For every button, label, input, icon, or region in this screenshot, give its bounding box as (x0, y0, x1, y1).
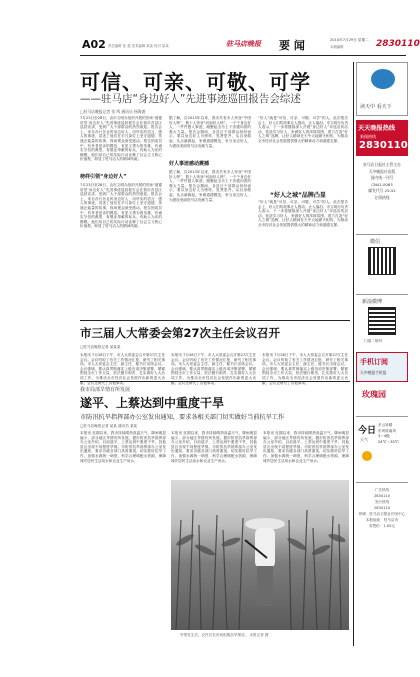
promo-title: 天天晚报热线 (358, 125, 396, 132)
weather-sub: 天气 (360, 437, 368, 442)
weather-block (356, 416, 408, 470)
brand-number: 2830110 (376, 39, 420, 49)
wechat-block (356, 234, 408, 290)
weibo-label: 新浪微博 (362, 299, 383, 305)
phone-label: 订阅热线 (374, 194, 390, 200)
footer-line: 本报地址：驻马店市 (365, 518, 399, 522)
npc-article (80, 323, 350, 385)
footer-line: 零售价：1.00元 (369, 524, 395, 528)
npc-headline: 市三届人大常委会第27次主任会议召开 (80, 326, 281, 340)
header-rule (80, 55, 406, 56)
lead-subhead-1: 榜样引领“身边好人” (80, 174, 127, 180)
drought-article (80, 384, 350, 646)
lead-body-right-2: “好人”就是“可信、可亲、可敬、可学”的人。此次报告会上，好人们的故事让人感动，让人落泪。市文明办负责人表示，下一步将继续深入开展“身边好人”评选宣传活动，营造学习好人、争做好人的浓厚氛围，着力打造“好人之城”品牌，让好人精神在天中大地薪火相传，为推动全市经济社会发展提供强大的精神动力和道德支撑。 (258, 200, 348, 227)
lead-subhead-3: “好人之城”品牌凸显 (270, 192, 326, 199)
npc-body-1: 本报讯 7月28日下午，市人大常委会召开第27次主任会议。会议听取了有关工作情况汇报，研究了相关事项。市人大常委会主任、副主任、秘书长出席会议。会议强调，要认真贯彻落实上级各项决策部署，紧紧围绕全市工作大局，依法履行职责，扎实做好人大各项工作，为推动全市经济社会发展作出新的更大贡献。会议还研究了其他事项。 (80, 353, 165, 385)
lead-body-left-2: 7月23日至28日，由市文明办组织开展的首场“道德讲堂·身边好人”先进事迹巡回报告会在我市各县区巡回宣讲，受到广大干部群众的热烈欢迎。报告会上，来自各行各业的身边好人，用朴实的语言、感人的事迹，讲述了他们在平凡岗位上坚守道德、传递正能量的故事，现场观众深受感动。报告团成员中，有孝老爱亲的模范，有见义勇为的英雄，有诚实守信的典型，有敬业奉献的标兵，有助人为乐的楷模。他们用自己的实际行动诠释了社会主义核心价值观，彰显了驻马店人的精神风貌。 (80, 183, 162, 229)
page-header (80, 36, 420, 56)
sidebar-slogan-box (356, 62, 408, 116)
footer-line: 广告热线 (374, 488, 390, 492)
npc-rule (80, 381, 350, 382)
publisher-line: 邮发代号 25-52 (368, 188, 396, 193)
lead-article (80, 66, 350, 318)
publisher-line: 国内统一刊号 (370, 175, 394, 180)
weibo-qr-icon (368, 307, 396, 335)
column-divider (353, 62, 354, 646)
drought-body-1: 本报讯 近期以来，我市持续晴热高温天气，降雨明显偏少，部分地区旱情有所发展。据市防汛抗旱指挥部办公室介绍，目前遂平、上蔡达到中重度干旱，其他县区出现不同程度旱情。市防汛抗旱指挥部办公室发出通知，要求各级各部门高度重视，切实做好抗旱工作，加强水源统一调度，科学合理调配水资源，保障城乡居民生活用水和农业生产用水。 (80, 431, 166, 463)
publisher-line: 天中晚报社出版 (368, 168, 396, 174)
sidebar-logo-icon (371, 69, 395, 89)
lead-byline: □驻马店晚报记者 张 鸣 通讯员 杨海波 (80, 109, 146, 114)
publisher-info (356, 162, 408, 226)
footer-line: 2830110 (373, 506, 390, 510)
date-line: 2014年7月29日 星期二 (330, 38, 369, 42)
weather-line: 多云转晴 (378, 423, 393, 427)
mobile-sub: 天中晚报手机报 (360, 370, 387, 375)
lead-body-mid: 据了解，自2013年以来，我市共有多人荣登“中国好人榜”，数十人荣登“河南好人榜”。一个个身边好人，一件件感人事迹，凝聚起全市上下崇德向善的强大力量。报告会期间，各县区干部群众纷纷表示，要以身边好人为榜样，见贤思齐，从自身做起，从点滴做起，争做道德模范，争当身边好人，为建设美丽驻马店贡献力量。 (169, 116, 251, 148)
weather-line: 3～4级 (378, 434, 390, 438)
qr-caption: 扫描二维码 (364, 339, 382, 343)
lead-subheadline: ——驻马店“身边好人”先进事迹巡回报告会综述 (80, 93, 301, 105)
drought-headline: 遂平、上蔡达到中重度干旱 (80, 396, 225, 410)
footer-line: 印刷：驻马店日报社印务中心 (358, 512, 406, 516)
ad-block (356, 386, 408, 412)
section-title: 要 闻 (279, 39, 305, 52)
sidebar-footer (356, 482, 408, 632)
drought-kicker: 我市局部旱情有所发展 (80, 387, 131, 393)
wechat-qr-icon (368, 247, 396, 275)
weather-line: 东风转南风 (378, 428, 396, 433)
lead-subhead-2: 好人事迹感动震撼 (169, 161, 210, 167)
drought-subheadline: 市防汛抗旱指挥部办公室发出通知，要求各相关部门切实做好当前抗旱工作 (80, 414, 285, 421)
drought-byline: □驻马店晚报记者 某某 通讯员 某某 (80, 424, 138, 428)
masthead-logo: 驻马店晚报 (226, 39, 261, 48)
lead-body-left: 7月23日至28日，由市文明办组织开展的首场“道德讲堂·身边好人”先进事迹巡回报告会在我市各县区巡回宣讲，受到广大干部群众的热烈欢迎。报告会上，来自各行各业的身边好人，用朴实的语言、感人的事迹，讲述了他们在平凡岗位上坚守道德、传递正能量的故事，现场观众深受感动。报告团成员中，有孝老爱亲的模范，有见义勇为的英雄，有诚实守信的典型，有敬业奉献的标兵，有助人为乐的楷模。他们用自己的实际行动诠释了社会主义核心价值观，彰显了驻马店人的精神风貌。 (80, 116, 162, 162)
mobile-promo (356, 352, 408, 382)
hotline-number: 2830110 (359, 140, 408, 151)
weather-line: 24℃～35℃ (378, 439, 399, 444)
drought-body-3: 本报讯 近期以来，我市持续晴热高温天气，降雨明显偏少，部分地区旱情有所发展。据市防汛抗旱指挥部办公室介绍，目前遂平、上蔡达到中重度干旱，其他县区出现不同程度旱情。市防汛抗旱指挥部办公室发出通知，要求各级各部门高度重视，切实做好抗旱工作，加强水源统一调度，科学合理调配水资源，保障城乡居民生活用水和农业生产用水。 (263, 431, 349, 463)
sun-icon (362, 451, 372, 461)
publisher-line: 驻马店日报社主管主办 (363, 162, 401, 167)
mobile-title: 手机订阅 (360, 358, 388, 366)
drought-photo (171, 480, 349, 630)
weather-list (378, 423, 399, 445)
footer-line: 2830110 (373, 494, 390, 498)
drought-body-2: 本报讯 近期以来，我市持续晴热高温天气，降雨明显偏少，部分地区旱情有所发展。据市防汛抗旱指挥部办公室介绍，目前遂平、上蔡达到中重度干旱，其他县区出现不同程度旱情。市防汛抗旱指挥部办公室发出通知，要求各级各部门高度重视，切实做好抗旱工作，加强水源统一调度，科学合理调配水资源，保障城乡居民生活用水和农业生产用水。 (171, 431, 257, 463)
publisher-line: CN41-0063 (371, 181, 393, 187)
lead-rule (80, 320, 350, 321)
sidebar-slogan: 读天中 看天下 (360, 104, 392, 110)
hotline-label: 新闻热线 (360, 134, 376, 139)
drought-photo-art (171, 480, 349, 630)
weibo-block (356, 294, 408, 348)
page-code: A02 (82, 38, 106, 51)
sidebar (356, 62, 408, 652)
wechat-label: 微信 (370, 239, 381, 245)
drought-photo-caption: 旱情发生后，农民们在田间积极抗旱保苗。 本报记者 摄 (180, 633, 269, 637)
lead-body-right: “好人”就是“可信、可亲、可敬、可学”的人。此次报告会上，好人们的故事让人感动，让人落泪。市文明办负责人表示，下一步将继续深入开展“身边好人”评选宣传活动，营造学习好人、争做好人的浓厚氛围，着力打造“好人之城”品牌，让好人精神在天中大地薪火相传，为推动全市经济社会发展提供强大的精神动力和道德支撑。 (258, 116, 348, 143)
editor-line: 责任编辑 张 超 美术编辑 某某 校对 某某 (108, 44, 169, 48)
ad-title: 玫瑰园 (362, 390, 386, 399)
sidebar-promo (356, 120, 408, 156)
footer-line: 发行热线 (374, 500, 390, 504)
issue-line: 本期编辑 (330, 45, 344, 49)
npc-byline: □驻马店晚报记者 某某某 (80, 345, 121, 349)
weather-title: 今日 (358, 426, 377, 436)
npc-body-3: 本报讯 7月28日下午，市人大常委会召开第27次主任会议。会议听取了有关工作情况汇报，研究了相关事项。市人大常委会主任、副主任、秘书长出席会议。会议强调，要认真贯彻落实上级各项决策部署，紧紧围绕全市工作大局，依法履行职责，扎实做好人大各项工作，为推动全市经济社会发展作出新的更大贡献。会议还研究了其他事项。 (262, 353, 348, 385)
lead-body-mid-2: 据了解，自2013年以来，我市共有多人荣登“中国好人榜”，数十人荣登“河南好人榜”。一个个身边好人，一件件感人事迹，凝聚起全市上下崇德向善的强大力量。报告会期间，各县区干部群众纷纷表示，要以身边好人为榜样，见贤思齐，从自身做起，从点滴做起，争做道德模范，争当身边好人，为建设美丽驻马店贡献力量。 (169, 170, 251, 202)
npc-body-2: 本报讯 7月28日下午，市人大常委会召开第27次主任会议。会议听取了有关工作情况汇报，研究了相关事项。市人大常委会主任、副主任、秘书长出席会议。会议强调，要认真贯彻落实上级各项决策部署，紧紧围绕全市工作大局，依法履行职责，扎实做好人大各项工作，为推动全市经济社会发展作出新的更大贡献。会议还研究了其他事项。 (171, 353, 256, 385)
lead-headline: 可信、可亲、可敬、可学 (80, 70, 311, 94)
